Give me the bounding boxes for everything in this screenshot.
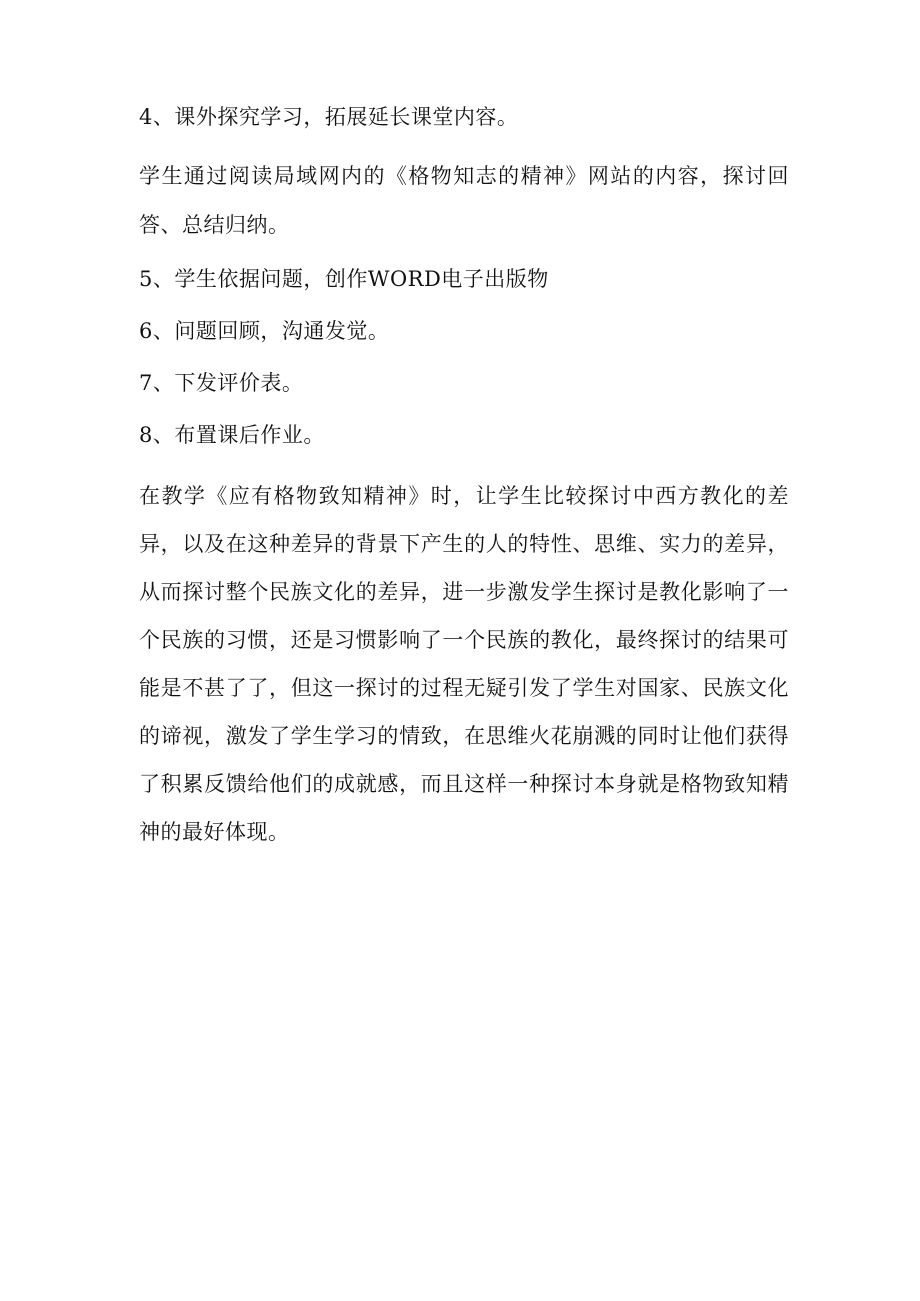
list-item-7: 7、下发评价表。 bbox=[139, 371, 304, 395]
list-item-6: 6、问题回顾，沟通发觉。 bbox=[139, 319, 390, 343]
paragraph-study-website: 学生通过阅读局域网内的《格物知志的精神》网站的内容，探讨回答、总结归纳。 bbox=[139, 164, 789, 237]
document-body bbox=[139, 102, 789, 877]
list-item-4: 4、课外探究学习，拓展延长课堂内容。 bbox=[139, 105, 519, 129]
list-item-5: 5、学生依据问题，创作WORD电子出版物 bbox=[139, 267, 549, 291]
paragraph-teaching-reflection: 在教学《应有格物致知精神》时，让学生比较探讨中西方教化的差异，以及在这种差异的背景下产生的人的特性、思维、实力的差异，从而探讨整个民族文化的差异，进一步激发学生探讨是教化影响了一个民族的习惯，还是习惯影响了一个民族的教化，最终探讨的结果可能是不甚了了，但这一探讨的过程无疑引发了学生对国家、民族文化的谛视，激发了学生学习的情致，在思维火花崩溅的同时让他们获得了积累反馈给他们的成就感，而且这样一种探讨本身就是格物致知精神的最好体现。 bbox=[139, 484, 789, 844]
list-item-8: 8、布置课后作业。 bbox=[139, 423, 325, 447]
